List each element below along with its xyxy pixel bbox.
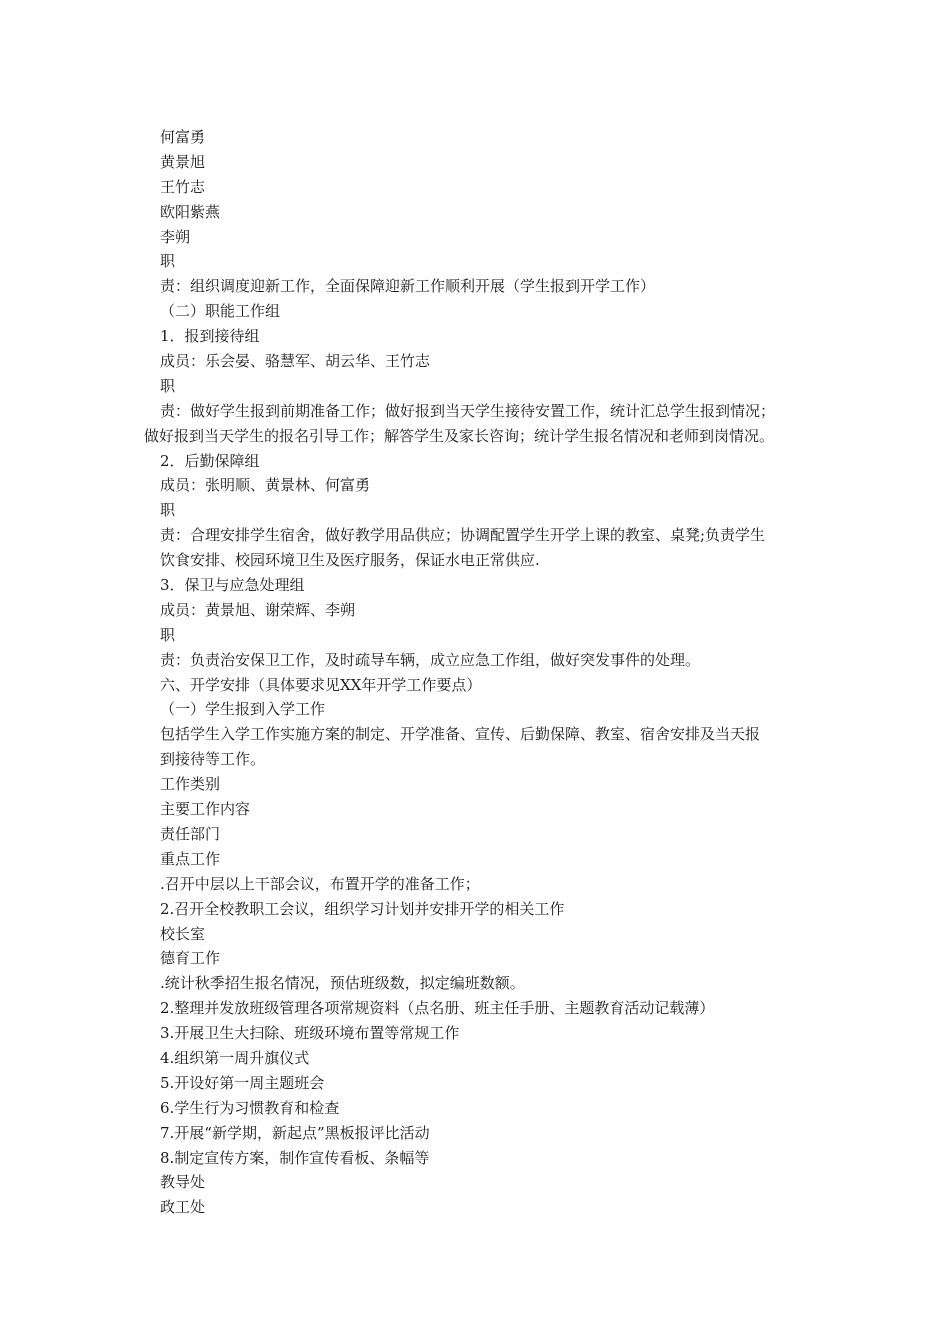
text-line: 2．后勤保障组 bbox=[160, 451, 260, 470]
text-line: 职 bbox=[160, 376, 176, 395]
text-line: 黄景旭 bbox=[160, 152, 206, 171]
text-line: 3.开展卫生大扫除、班级环境布置等常规工作 bbox=[160, 1024, 460, 1043]
text-line: 5.开设好第一周主题班会 bbox=[160, 1073, 325, 1092]
text-line: 成员：张明顺、黄景林、何富勇 bbox=[160, 476, 371, 495]
text-line: 工作类别 bbox=[160, 775, 221, 794]
text-line: 6.学生行为习惯教育和检查 bbox=[160, 1098, 340, 1117]
text-line: 包括学生入学工作实施方案的制定、开学准备、宣传、后勤保障、教室、宿舍安排及当天报 bbox=[160, 725, 761, 744]
text-line: 责：组织调度迎新工作，全面保障迎新工作顺利开展（学生报到开学工作） bbox=[160, 277, 656, 296]
text-line: 职 bbox=[160, 501, 176, 520]
text-line: 王竹志 bbox=[160, 177, 206, 196]
text-line: 职 bbox=[160, 625, 176, 644]
text-line: 欧阳紫燕 bbox=[160, 202, 221, 221]
text-line: .统计秋季招生报名情况，预估班级数，拟定编班数额。 bbox=[160, 974, 525, 993]
text-line: 责：做好学生报到前期准备工作；做好报到当天学生接待安置工作，统计汇总学生报到情况； bbox=[160, 401, 776, 420]
text-line: 主要工作内容 bbox=[160, 800, 251, 819]
text-line: 做好报到当天学生的报名引导工作；解答学生及家长咨询；统计学生报名情况和老师到岗情况。 bbox=[144, 426, 775, 445]
text-line: （一）学生报到入学工作 bbox=[160, 700, 326, 719]
text-line: .召开中层以上干部会议，布置开学的准备工作； bbox=[160, 874, 480, 893]
text-line: 到接待等工作。 bbox=[160, 750, 266, 769]
text-line: 何富勇 bbox=[160, 128, 206, 146]
text-line: 重点工作 bbox=[160, 849, 221, 868]
text-line: 1．报到接待组 bbox=[160, 327, 260, 346]
document-body bbox=[144, 125, 814, 1220]
text-line: 职 bbox=[160, 252, 176, 271]
text-line: 政工处 bbox=[160, 1198, 206, 1217]
text-line: 李朔 bbox=[160, 227, 191, 246]
text-line: 2.召开全校教职工会议，组织学习计划并安排开学的相关工作 bbox=[160, 899, 565, 918]
text-line: 校长室 bbox=[160, 924, 206, 943]
text-line: 责任部门 bbox=[160, 824, 221, 843]
text-line: 8.制定宣传方案，制作宣传看板、条幅等 bbox=[160, 1148, 430, 1167]
text-line: 德育工作 bbox=[160, 949, 221, 968]
text-line: 4.组织第一周升旗仪式 bbox=[160, 1048, 310, 1067]
text-line: 教导处 bbox=[160, 1173, 206, 1192]
text-line: 六、开学安排（具体要求见XX年开学工作要点） bbox=[160, 675, 482, 694]
text-line: 责：负责治安保卫工作，及时疏导车辆，成立应急工作组，做好突发事件的处理。 bbox=[160, 650, 701, 669]
text-line: 饮食安排、校园环境卫生及医疗服务，保证水电正常供应. bbox=[160, 551, 540, 570]
text-line: 3．保卫与应急处理组 bbox=[160, 576, 305, 595]
text-line: 2.整理并发放班级管理各项常规资料（点名册、班主任手册、主题教育活动记载薄） bbox=[160, 999, 715, 1018]
text-line: （二）职能工作组 bbox=[160, 302, 281, 321]
text-line: 7.开展“新学期，新起点”黑板报评比活动 bbox=[160, 1123, 430, 1142]
text-line: 成员：黄景旭、谢荣辉、李朔 bbox=[160, 600, 356, 619]
text-line: 责：合理安排学生宿舍，做好教学用品供应；协调配置学生开学上课的教室、桌凳;负责学生 bbox=[160, 526, 766, 545]
text-line: 成员：乐会晏、骆慧军、胡云华、王竹志 bbox=[160, 352, 431, 371]
